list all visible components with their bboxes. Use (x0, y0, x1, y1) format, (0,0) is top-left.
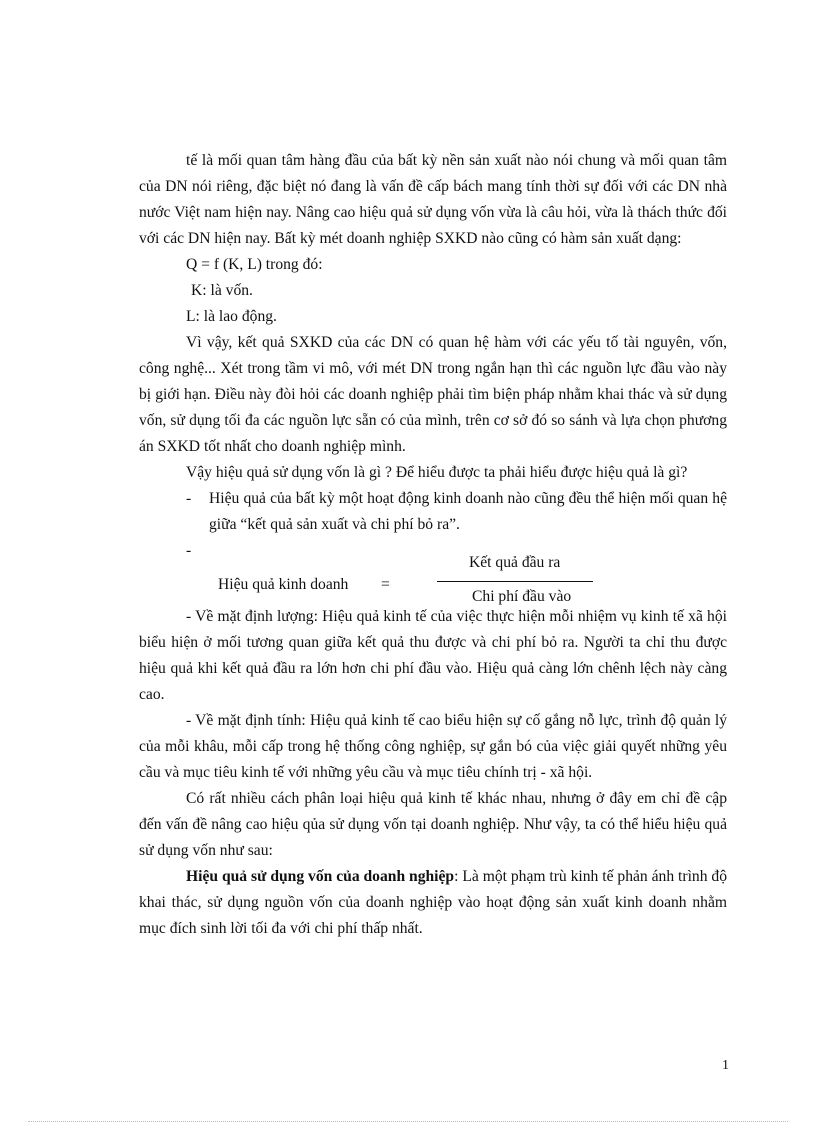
bullet-efficiency-definition (139, 486, 727, 538)
bullet-text: Hiệu quả của bất kỳ một hoạt động kinh doanh nào cũng đều thể hiện mối quan hệ giữa “kết quả sản xuất và chi phí bỏ ra”. (209, 490, 727, 533)
efficiency-formula (139, 554, 727, 605)
paragraph-quantitative: - Về mặt định lượng: Hiệu quả kinh tế của việc thực hiện mỗi nhiệm vụ kinh tế xã hội biểu hiện ở mối tương quan giữa kết quả thu được và chi phí bỏ ra. Người ta chỉ thu được hiệu quả khi kết quả đầu ra lớn hơn chi phí đầu vào. Hiệu quả càng lớn chênh lệch này càng cao. (139, 608, 727, 703)
bullet-dash: - (186, 490, 192, 507)
paragraph-qualitative: - Về mặt định tính: Hiệu quả kinh tế cao biểu hiện sự cố gắng nỗ lực, trình độ quản lý của mỗi khâu, mỗi cấp trong hệ thống công nghiệp, sự gắn bó của việc giải quyết những yêu cầu và mục tiêu kinh tế với những yêu cầu và mục tiêu chính trị - xã hội. (139, 712, 727, 781)
bullet-dash-empty: - (186, 542, 192, 559)
k-definition: K: là vốn. (191, 282, 253, 299)
fraction-numerator: Kết quả đầu ra (469, 554, 561, 571)
fraction-denominator: Chi phí đầu vào (472, 588, 572, 605)
production-function-formula: Q = f (K, L) trong đó: (186, 256, 323, 273)
page-bottom-border (28, 1121, 788, 1122)
definition-text: : Là một phạm trù kinh tế phản ánh trình độ khai thác, sử dụng nguồn vốn của doanh nghiệp vào hoạt động sản xuất kinh doanh nhằm mục đích sinh lời tối đa với chi phí thấp nhất. (139, 868, 727, 937)
fraction-bar (437, 581, 593, 582)
paragraph-resources: Vì vậy, kết quả SXKD của các DN có quan hệ hàm với các yếu tố tài nguyên, vốn, công nghệ... Xét trong tầm vi mô, với mét DN trong ngắn hạn thì các nguồn lực đầu vào này bị giới hạn. Điều này đòi hỏi các doanh nghiệp phải tìm biện pháp nhằm khai thác và sử dụng vốn, sử dụng tối đa các nguồn lực sẵn có của mình, trên cơ sở đó so sánh và lựa chọn phương án SXKD tốt nhất cho doanh nghiệp mình. (139, 334, 727, 455)
paragraph-classification: Có rất nhiều cách phân loại hiệu quả kinh tế khác nhau, nhưng ở đây em chỉ đề cập đến vấn đề nâng cao hiệu qủa sử dụng vốn tại doanh nghiệp. Như vậy, ta có thể hiểu hiệu quả sử dụng vốn như sau: (139, 790, 727, 859)
page-number: 1 (722, 1058, 729, 1073)
definition-term: Hiệu quả sử dụng vốn của doanh nghiệp (186, 868, 455, 885)
paragraph-intro: tế là mối quan tâm hàng đầu của bất kỳ nền sản xuất nào nói chung và mối quan tâm của DN nói riêng, đặc biệt nó đang là vấn đề cấp bách mang tính thời sự đối với các DN nhà nước Việt nam hiện nay. Nâng cao hiệu quả sử dụng vốn vừa là câu hỏi, vừa là thách thức đối với các DN hiện nay. Bất kỳ mét doanh nghiệp SXKD nào cũng có hàm sản xuất dạng: (139, 152, 727, 247)
paragraph-question: Vậy hiệu quả sử dụng vốn là gì ? Để hiểu được ta phải hiểu được hiệu quả là gì? (186, 464, 688, 481)
document-body (139, 148, 727, 942)
paragraph-definition (139, 864, 727, 942)
fraction-label: Hiệu quả kinh doanh (218, 576, 349, 593)
l-definition: L: là lao động. (186, 308, 277, 325)
fraction-equals: = (381, 576, 390, 593)
